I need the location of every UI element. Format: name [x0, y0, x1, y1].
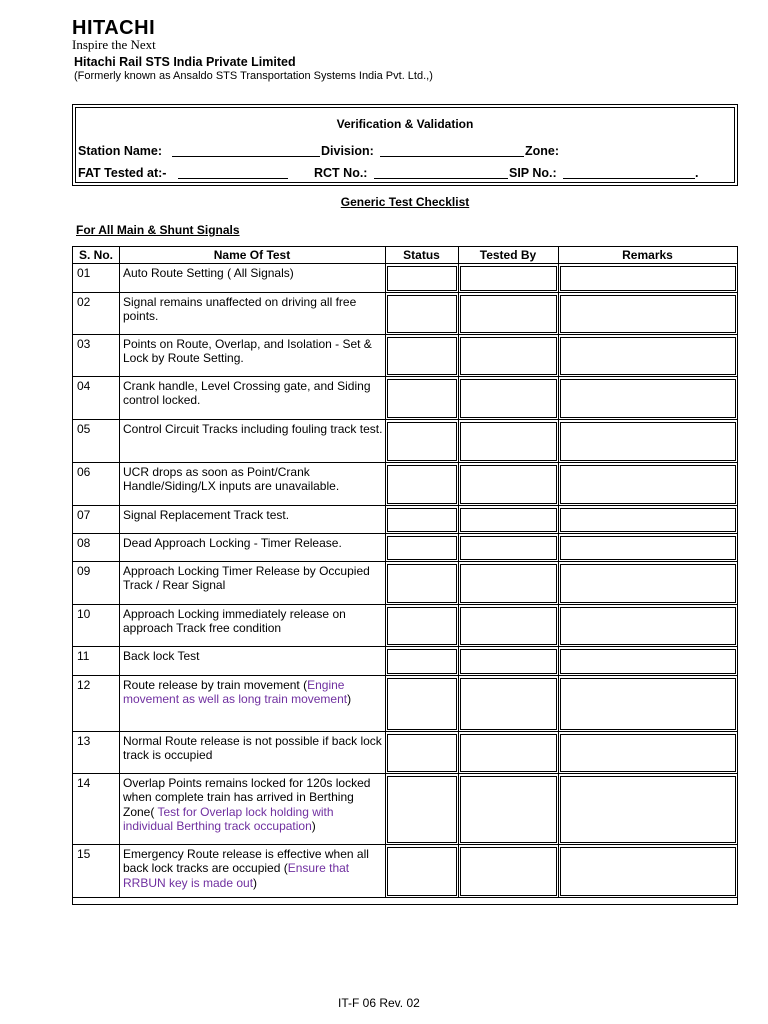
verification-title: Verification & Validation: [336, 117, 474, 131]
status-cell[interactable]: [387, 649, 457, 674]
status-cell[interactable]: [387, 607, 457, 645]
test-name: [123, 776, 385, 833]
status-cell[interactable]: [387, 564, 457, 603]
tested-by-cell[interactable]: [460, 422, 557, 461]
serial-number: 15: [77, 847, 91, 861]
table-row: [73, 335, 737, 377]
status-cell[interactable]: [387, 776, 457, 843]
test-text: Overlap Points remains locked for 120s locked when complete train has arrived in Berthing Zone(: [123, 776, 371, 819]
serial-number: 14: [77, 776, 91, 790]
tested-by-cell[interactable]: [460, 536, 557, 560]
status-cell[interactable]: [387, 337, 457, 375]
tested-by-cell[interactable]: [460, 465, 557, 504]
table-header: [73, 247, 737, 264]
remarks-cell[interactable]: [560, 536, 736, 560]
table-row: [73, 264, 737, 293]
remarks-cell[interactable]: [560, 465, 736, 504]
status-cell[interactable]: [387, 295, 457, 333]
sip-field[interactable]: [563, 178, 695, 179]
table-row: [73, 605, 737, 647]
table-row: [73, 534, 737, 562]
table-row: [73, 562, 737, 605]
test-text: Control Circuit Tracks including fouling track test.: [123, 422, 383, 436]
tested-by-cell[interactable]: [460, 379, 557, 418]
rct-field[interactable]: [374, 178, 508, 179]
test-text: ): [253, 875, 258, 890]
serial-number: 12: [77, 678, 91, 692]
remarks-cell[interactable]: [560, 337, 736, 375]
test-note: Engine movement as well as long train movement: [123, 678, 348, 707]
fat-tested-field[interactable]: [178, 178, 288, 179]
header-remarks: Remarks: [622, 248, 673, 262]
test-name: [123, 847, 385, 890]
test-name: [123, 734, 385, 763]
status-cell[interactable]: [387, 536, 457, 560]
remarks-cell[interactable]: [560, 734, 736, 772]
serial-number: 01: [77, 266, 91, 280]
status-cell[interactable]: [387, 678, 457, 730]
rct-label: RCT No.:: [314, 166, 368, 180]
remarks-cell[interactable]: [560, 678, 736, 730]
table-row: [73, 676, 737, 732]
test-name: [123, 379, 385, 408]
station-name-field[interactable]: [172, 156, 320, 157]
status-cell[interactable]: [387, 508, 457, 532]
test-text: Signal remains unaffected on driving all free points.: [123, 295, 357, 324]
test-text: Approach Locking Timer Release by Occupied Track / Rear Signal: [123, 564, 370, 593]
status-cell[interactable]: [387, 266, 457, 291]
serial-number: 06: [77, 465, 91, 479]
formerly-known-as: (Formerly known as Ansaldo STS Transportation Systems India Pvt. Ltd.,): [74, 70, 433, 82]
remarks-cell[interactable]: [560, 508, 736, 532]
test-text: Route release by train movement (: [123, 678, 308, 692]
test-note: Test for Overlap lock holding with individual Berthing track occupation: [123, 804, 334, 833]
test-checklist-table: [72, 246, 738, 905]
test-text: Crank handle, Level Crossing gate, and Siding control locked.: [123, 379, 371, 408]
tested-by-cell[interactable]: [460, 564, 557, 603]
remarks-cell[interactable]: [560, 266, 736, 291]
test-text: Signal Replacement Track test.: [123, 508, 290, 522]
table-row: [73, 463, 737, 506]
header-tested-by: Tested By: [479, 248, 537, 262]
test-text: ): [311, 818, 316, 833]
serial-number: 04: [77, 379, 91, 393]
tested-by-cell[interactable]: [460, 295, 557, 333]
tested-by-cell[interactable]: [460, 734, 557, 772]
verification-box: [72, 104, 738, 186]
brand-tagline: Inspire the Next: [72, 37, 156, 52]
test-name: [123, 422, 385, 436]
hitachi-logo: [72, 18, 156, 52]
test-name: [123, 536, 385, 550]
division-label: Division:: [321, 144, 374, 158]
checklist-title: Generic Test Checklist: [340, 195, 470, 209]
tested-by-cell[interactable]: [460, 678, 557, 730]
sip-label: SIP No.:: [509, 166, 557, 180]
zone-label: Zone:: [525, 144, 560, 158]
fat-tested-label: FAT Tested at:-: [78, 166, 167, 180]
test-name: [123, 337, 385, 366]
header-sno: S. No.: [78, 248, 113, 262]
serial-number: 07: [77, 508, 91, 522]
test-text: Dead Approach Locking - Timer Release.: [123, 536, 342, 550]
test-name: [123, 607, 385, 636]
test-name: [123, 266, 385, 280]
test-name: [123, 564, 385, 593]
test-name: [123, 649, 385, 663]
remarks-cell[interactable]: [560, 607, 736, 645]
table-row: [73, 377, 737, 420]
test-text: Auto Route Setting ( All Signals): [123, 266, 294, 280]
verification-box-inner: [75, 107, 735, 183]
table-row: [73, 647, 737, 676]
tested-by-cell[interactable]: [460, 776, 557, 843]
serial-number: 05: [77, 422, 91, 436]
serial-number: 13: [77, 734, 91, 748]
test-name: [123, 508, 385, 522]
table-row: [73, 774, 737, 845]
sip-end-dot: .: [695, 166, 699, 180]
tested-by-cell[interactable]: [460, 508, 557, 532]
company-name: Hitachi Rail STS India Private Limited: [74, 55, 296, 69]
station-name-label: Station Name:: [78, 144, 163, 158]
header-test-name: Name Of Test: [213, 248, 291, 262]
section-title: For All Main & Shunt Signals: [76, 223, 240, 237]
division-field[interactable]: [380, 156, 524, 157]
table-row: [73, 420, 737, 463]
tested-by-cell[interactable]: [460, 266, 557, 291]
remarks-cell[interactable]: [560, 776, 736, 843]
status-cell[interactable]: [387, 379, 457, 418]
status-cell[interactable]: [387, 422, 457, 461]
status-cell[interactable]: [387, 465, 457, 504]
serial-number: 03: [77, 337, 91, 351]
serial-number: 09: [77, 564, 91, 578]
table-row: [73, 845, 737, 898]
tested-by-cell[interactable]: [460, 607, 557, 645]
remarks-cell[interactable]: [560, 379, 736, 418]
form-revision: IT-F 06 Rev. 02: [338, 996, 420, 1010]
test-name: [123, 295, 385, 324]
test-text: Back lock Test: [123, 649, 200, 663]
header-status: Status: [403, 248, 440, 262]
test-text: Normal Route release is not possible if back lock track is occupied: [123, 734, 382, 763]
test-text: ): [347, 692, 352, 707]
remarks-cell[interactable]: [560, 847, 736, 896]
tested-by-cell[interactable]: [460, 337, 557, 375]
test-name: [123, 678, 385, 707]
tested-by-cell[interactable]: [460, 847, 557, 896]
serial-number: 11: [77, 649, 90, 663]
serial-number: 08: [77, 536, 91, 550]
status-cell[interactable]: [387, 847, 457, 896]
serial-number: 02: [77, 295, 91, 309]
remarks-cell[interactable]: [560, 295, 736, 333]
table-row: [73, 293, 737, 335]
table-row: [73, 732, 737, 774]
test-name: [123, 465, 385, 494]
table-row: [73, 506, 737, 534]
tested-by-cell[interactable]: [460, 649, 557, 674]
status-cell[interactable]: [387, 734, 457, 772]
remarks-cell[interactable]: [560, 649, 736, 674]
remarks-cell[interactable]: [560, 564, 736, 603]
test-text: UCR drops as soon as Point/Crank Handle/Siding/LX inputs are unavailable.: [123, 465, 340, 494]
test-text: Points on Route, Overlap, and Isolation - Set & Lock by Route Setting.: [123, 337, 372, 366]
remarks-cell[interactable]: [560, 422, 736, 461]
test-text: Emergency Route release is effective when all back lock tracks are occupied (: [123, 847, 369, 876]
serial-number: 10: [77, 607, 91, 621]
test-text: Approach Locking immediately release on approach Track free condition: [123, 607, 346, 636]
brand-name: HITACHI: [72, 17, 156, 39]
test-note: Ensure that RRBUN key is made out: [123, 861, 350, 890]
